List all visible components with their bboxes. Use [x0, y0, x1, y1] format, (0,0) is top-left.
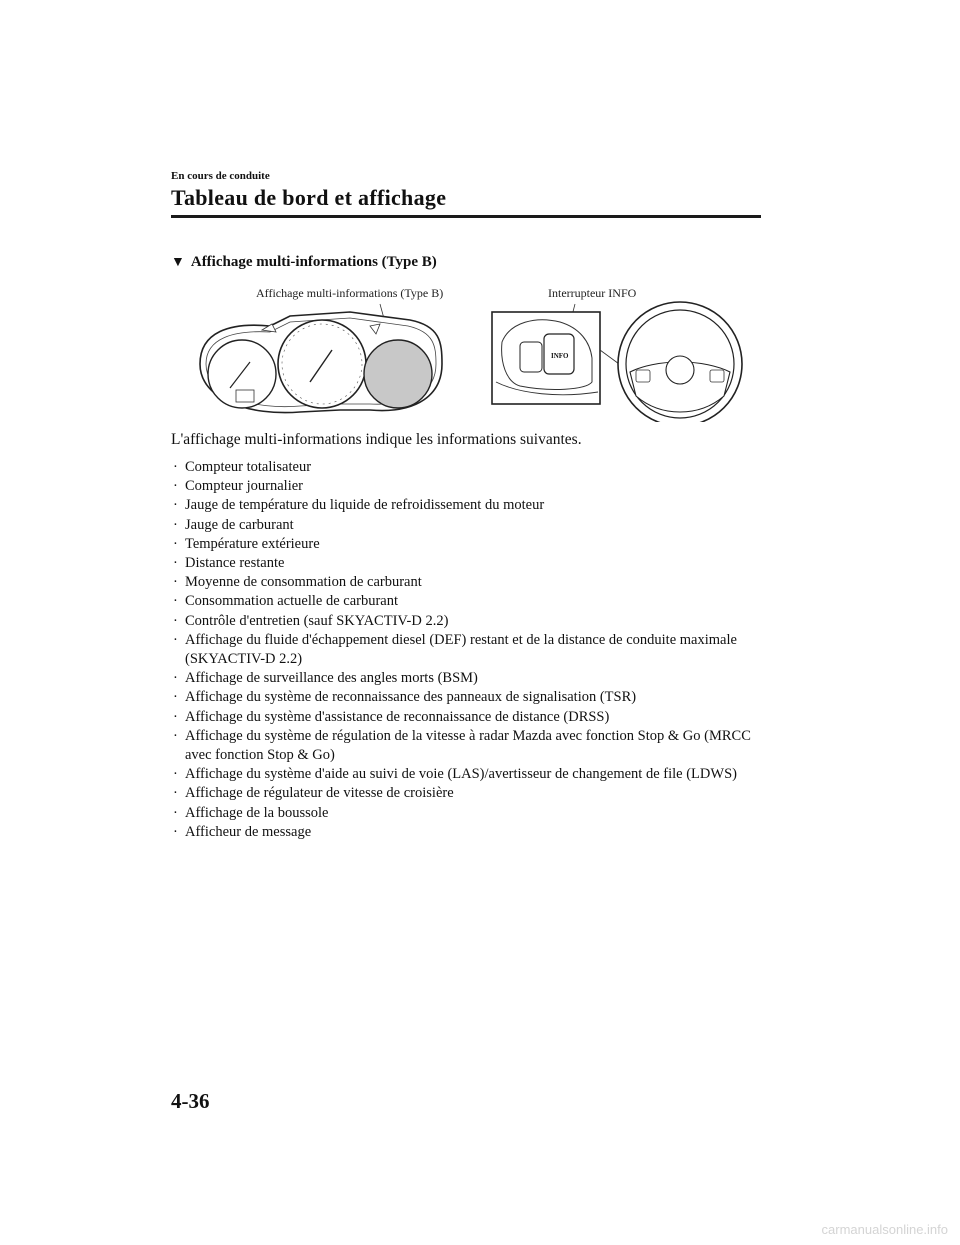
list-item: · Affichage du système d'aide au suivi de voie (LAS)/avertisseur de changement de file (LDWS) — [171, 765, 771, 784]
list-item: · Jauge de température du liquide de refroidissement du moteur — [171, 496, 771, 515]
title-rule — [171, 215, 761, 218]
list-item: · Affichage du système de régulation de la vitesse à radar Mazda avec fonction Stop & Go (MRCC avec fonction Stop & Go) — [171, 727, 771, 765]
instrument-cluster — [200, 312, 442, 413]
section-title: Tableau de bord et affichage — [171, 185, 447, 210]
list-item: · Distance restante — [171, 554, 771, 573]
chapter-label: En cours de conduite — [171, 170, 270, 182]
multi-info-display-screen — [364, 340, 432, 408]
footer-watermark: carmanualsonline.info — [821, 1222, 948, 1237]
list-item: · Afficheur de message — [171, 823, 771, 842]
label-multi-info-display: Affichage multi-informations (Type B) — [256, 286, 444, 300]
list-item: · Compteur journalier — [171, 477, 771, 496]
list-item: · Affichage de la boussole — [171, 804, 771, 823]
label-info-switch: Interrupteur INFO — [548, 286, 637, 300]
page-number: 4-36 — [171, 1089, 210, 1113]
steering-switch-detail — [492, 312, 600, 404]
list-item: · Affichage de régulateur de vitesse de croisière — [171, 784, 771, 803]
list-item: · Affichage du système de reconnaissance des panneaux de signalisation (TSR) — [171, 688, 771, 707]
list-item: · Contrôle d'entretien (sauf SKYACTIV-D 2.2) — [171, 612, 771, 631]
list-item: · Affichage du fluide d'échappement diesel (DEF) restant et de la distance de conduite maximale (SKYACTIV-D 2.2) — [171, 631, 771, 669]
cluster-illustration — [190, 282, 750, 422]
intro-text: L'affichage multi-informations indique les informations suivantes. — [171, 431, 582, 448]
list-item: · Température extérieure — [171, 535, 771, 554]
subsection-heading-text: Affichage multi-informations (Type B) — [190, 254, 437, 270]
list-item: · Consommation actuelle de carburant — [171, 592, 771, 611]
list-item: · Affichage du système d'assistance de reconnaissance de distance (DRSS) — [171, 708, 771, 727]
steering-wheel — [618, 302, 742, 422]
subsection-heading — [171, 254, 437, 271]
triangle-down-icon: ▼ — [171, 254, 185, 270]
list-item: · Compteur totalisateur — [171, 458, 771, 477]
list-item: · Affichage de surveillance des angles morts (BSM) — [171, 669, 771, 688]
list-item: · Moyenne de consommation de carburant — [171, 573, 771, 592]
list-item: · Jauge de carburant — [171, 516, 771, 535]
info-button-label: INFO — [551, 352, 569, 360]
feature-list — [171, 458, 771, 842]
